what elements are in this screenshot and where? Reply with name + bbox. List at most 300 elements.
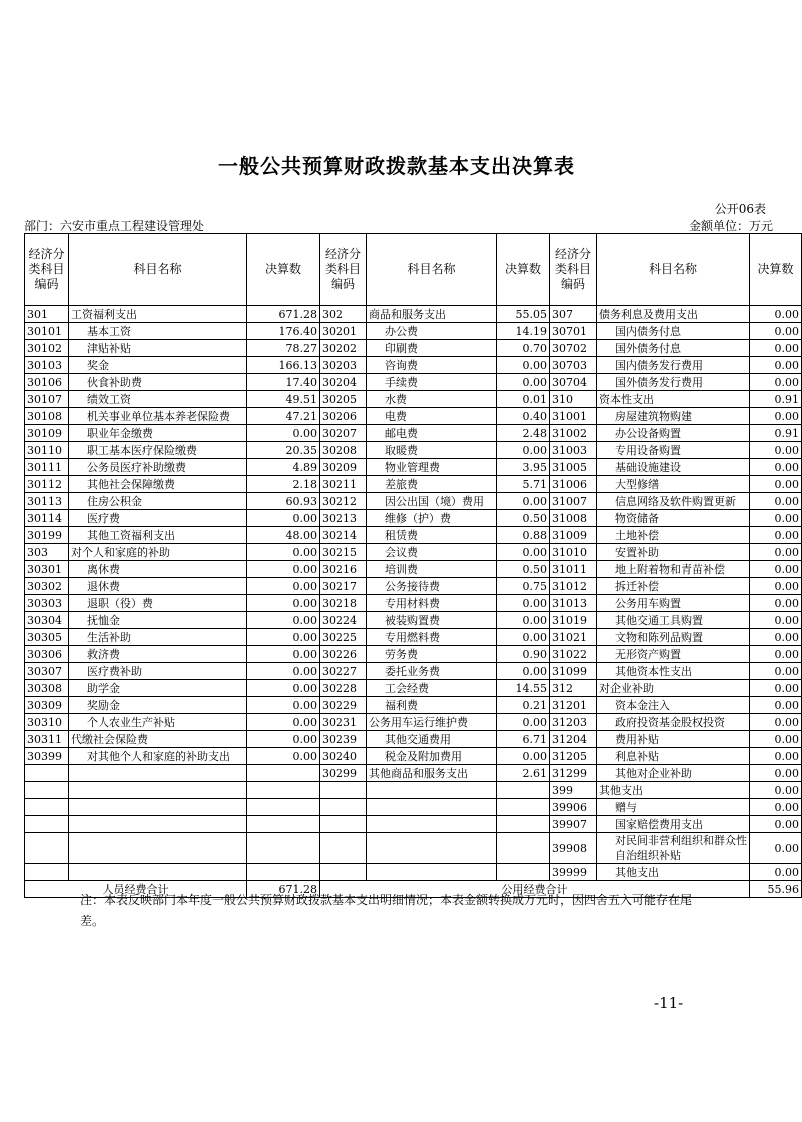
item-name-cell [69, 799, 247, 816]
code-cell: 303 [25, 544, 69, 561]
table-row [25, 357, 802, 374]
item-name-cell: 税金及附加费用 [367, 748, 497, 765]
code-cell: 31011 [550, 561, 597, 578]
amount-cell: 0.00 [497, 595, 550, 612]
table-row [25, 612, 802, 629]
code-cell: 30217 [320, 578, 367, 595]
item-name-cell: 其他资本性支出 [597, 663, 750, 680]
code-cell: 31013 [550, 595, 597, 612]
item-name-cell: 办公费 [367, 323, 497, 340]
code-cell: 30307 [25, 663, 69, 680]
code-cell: 31299 [550, 765, 597, 782]
code-cell: 30202 [320, 340, 367, 357]
amount-cell [247, 816, 320, 833]
item-name-cell [69, 816, 247, 833]
table-row [25, 323, 802, 340]
code-cell: 31099 [550, 663, 597, 680]
amount-cell: 0.40 [497, 408, 550, 425]
table-row [25, 765, 802, 782]
code-cell: 30311 [25, 731, 69, 748]
code-cell: 30399 [25, 748, 69, 765]
amount-cell [497, 833, 550, 864]
code-cell: 30107 [25, 391, 69, 408]
item-name-cell: 国家赔偿费用支出 [597, 816, 750, 833]
code-cell: 30302 [25, 578, 69, 595]
code-cell: 30106 [25, 374, 69, 391]
code-cell: 30206 [320, 408, 367, 425]
item-name-cell: 抚恤金 [69, 612, 247, 629]
code-cell: 31021 [550, 629, 597, 646]
item-name-cell: 工会经费 [367, 680, 497, 697]
code-cell: 30309 [25, 697, 69, 714]
code-cell: 312 [550, 680, 597, 697]
amount-cell: 0.00 [247, 595, 320, 612]
table-row [25, 782, 802, 799]
table-row [25, 714, 802, 731]
item-name-cell: 安置补助 [597, 544, 750, 561]
item-name-cell: 住房公积金 [69, 493, 247, 510]
table-row [25, 578, 802, 595]
item-name-cell: 伙食补助费 [69, 374, 247, 391]
item-name-cell: 水费 [367, 391, 497, 408]
code-cell [25, 799, 69, 816]
amount-cell: 2.61 [497, 765, 550, 782]
amount-cell: 5.71 [497, 476, 550, 493]
code-cell: 399 [550, 782, 597, 799]
code-cell: 30204 [320, 374, 367, 391]
amount-cell: 17.40 [247, 374, 320, 391]
code-cell [320, 864, 367, 881]
item-name-cell [367, 833, 497, 864]
amount-cell: 0.00 [750, 663, 802, 680]
code-cell: 30304 [25, 612, 69, 629]
item-name-cell: 咨询费 [367, 357, 497, 374]
item-name-cell: 基础设施建设 [597, 459, 750, 476]
expenditure-table [24, 233, 802, 898]
amount-cell: 0.50 [497, 561, 550, 578]
code-cell: 30213 [320, 510, 367, 527]
item-name-cell: 国内债务付息 [597, 323, 750, 340]
item-name-cell: 职工基本医疗保险缴费 [69, 442, 247, 459]
item-name-cell: 无形资产购置 [597, 646, 750, 663]
item-name-cell: 其他工资福利支出 [69, 527, 247, 544]
code-cell: 31008 [550, 510, 597, 527]
item-name-cell: 邮电费 [367, 425, 497, 442]
item-name-cell: 债务利息及费用支出 [597, 306, 750, 323]
item-name-cell: 专用材料费 [367, 595, 497, 612]
public-total-label: 公用经费合计 [320, 881, 750, 898]
amount-cell: 47.21 [247, 408, 320, 425]
code-cell: 30228 [320, 680, 367, 697]
amount-cell: 176.40 [247, 323, 320, 340]
amount-cell: 0.21 [497, 697, 550, 714]
code-cell: 30113 [25, 493, 69, 510]
amount-cell: 0.00 [497, 663, 550, 680]
table-row [25, 306, 802, 323]
code-cell: 30205 [320, 391, 367, 408]
item-name-cell [367, 799, 497, 816]
amount-cell: 0.00 [750, 765, 802, 782]
code-cell: 31001 [550, 408, 597, 425]
table-row [25, 476, 802, 493]
code-cell: 30199 [25, 527, 69, 544]
table-row [25, 748, 802, 765]
amount-cell: 0.00 [750, 561, 802, 578]
table-row [25, 561, 802, 578]
amount-cell [247, 833, 320, 864]
code-cell: 31006 [550, 476, 597, 493]
item-name-cell: 赠与 [597, 799, 750, 816]
amount-cell: 0.00 [750, 680, 802, 697]
amount-cell: 0.00 [750, 476, 802, 493]
code-cell: 30703 [550, 357, 597, 374]
amount-cell: 0.00 [497, 629, 550, 646]
code-cell [25, 782, 69, 799]
item-name-cell: 对企业补助 [597, 680, 750, 697]
item-name-cell: 委托业务费 [367, 663, 497, 680]
code-cell: 39907 [550, 816, 597, 833]
code-cell: 30226 [320, 646, 367, 663]
code-cell: 30216 [320, 561, 367, 578]
amount-cell: 2.18 [247, 476, 320, 493]
code-cell [320, 833, 367, 864]
code-cell: 31201 [550, 697, 597, 714]
item-name-cell: 物业管理费 [367, 459, 497, 476]
item-name-cell: 公务用车运行维护费 [367, 714, 497, 731]
amount-cell: 0.00 [750, 544, 802, 561]
amount-cell: 0.00 [247, 578, 320, 595]
code-cell: 30215 [320, 544, 367, 561]
item-name-cell: 物资储备 [597, 510, 750, 527]
code-cell: 302 [320, 306, 367, 323]
item-name-cell: 电费 [367, 408, 497, 425]
amount-cell: 0.00 [750, 578, 802, 595]
amount-cell: 0.00 [247, 697, 320, 714]
item-name-cell: 房屋建筑物购建 [597, 408, 750, 425]
item-name-cell: 地上附着物和青苗补偿 [597, 561, 750, 578]
item-name-cell: 生活补助 [69, 629, 247, 646]
amount-cell: 0.00 [750, 442, 802, 459]
amount-cell: 0.00 [750, 782, 802, 799]
item-name-cell: 商品和服务支出 [367, 306, 497, 323]
item-name-cell: 差旅费 [367, 476, 497, 493]
table-row [25, 340, 802, 357]
table-row [25, 833, 802, 864]
item-name-cell: 利息补贴 [597, 748, 750, 765]
amount-cell: 0.00 [497, 748, 550, 765]
item-name-cell: 因公出国（境）费用 [367, 493, 497, 510]
code-cell: 30102 [25, 340, 69, 357]
item-name-cell [367, 816, 497, 833]
amount-cell: 6.71 [497, 731, 550, 748]
amount-cell: 671.28 [247, 306, 320, 323]
code-cell: 30702 [550, 340, 597, 357]
code-cell: 31012 [550, 578, 597, 595]
item-name-cell: 取暖费 [367, 442, 497, 459]
code-cell: 30224 [320, 612, 367, 629]
amount-cell: 0.00 [750, 731, 802, 748]
amount-cell: 0.00 [247, 646, 320, 663]
item-name-cell: 医疗费 [69, 510, 247, 527]
item-name-cell [69, 833, 247, 864]
code-cell: 30112 [25, 476, 69, 493]
item-name-cell: 劳务费 [367, 646, 497, 663]
item-name-cell: 公务接待费 [367, 578, 497, 595]
item-name-cell: 代缴社会保险费 [69, 731, 247, 748]
item-name-cell: 其他对企业补助 [597, 765, 750, 782]
amount-cell: 0.00 [497, 714, 550, 731]
item-name-cell: 大型修缮 [597, 476, 750, 493]
amount-cell: 20.35 [247, 442, 320, 459]
amount-cell: 0.00 [247, 748, 320, 765]
amount-cell: 14.19 [497, 323, 550, 340]
amount-cell: 0.00 [247, 663, 320, 680]
item-name-cell: 津贴补贴 [69, 340, 247, 357]
code-cell [25, 765, 69, 782]
item-name-cell: 信息网络及软件购置更新 [597, 493, 750, 510]
code-cell: 30299 [320, 765, 367, 782]
item-name-cell: 奖金 [69, 357, 247, 374]
amount-cell: 2.48 [497, 425, 550, 442]
item-name-cell [367, 864, 497, 881]
item-name-cell: 机关事业单位基本养老保险费 [69, 408, 247, 425]
amount-cell: 0.00 [497, 442, 550, 459]
amount-cell: 0.00 [750, 799, 802, 816]
code-cell: 30308 [25, 680, 69, 697]
amount-cell [247, 782, 320, 799]
item-name-cell: 其他支出 [597, 782, 750, 799]
item-name-cell: 资本性支出 [597, 391, 750, 408]
amount-cell: 78.27 [247, 340, 320, 357]
item-name-cell: 奖励金 [69, 697, 247, 714]
item-name-cell: 对个人和家庭的补助 [69, 544, 247, 561]
amount-cell: 0.00 [247, 731, 320, 748]
code-cell: 30306 [25, 646, 69, 663]
table-row [25, 731, 802, 748]
item-name-cell: 费用补贴 [597, 731, 750, 748]
header-amount: 决算数 [750, 234, 802, 306]
amount-cell: 0.00 [247, 629, 320, 646]
item-name-cell: 印刷费 [367, 340, 497, 357]
code-cell: 39908 [550, 833, 597, 864]
code-cell: 30701 [550, 323, 597, 340]
table-header-row [25, 234, 802, 306]
item-name-cell: 医疗费补助 [69, 663, 247, 680]
item-name-cell: 其他交通工具购置 [597, 612, 750, 629]
amount-cell: 166.13 [247, 357, 320, 374]
form-number: 公开06表 [714, 202, 766, 216]
code-cell: 30305 [25, 629, 69, 646]
code-cell: 30704 [550, 374, 597, 391]
amount-cell: 0.00 [750, 527, 802, 544]
item-name-cell: 退休费 [69, 578, 247, 595]
footnote: 注：本表反映部门本年度一般公共预算财政拨款基本支出明细情况；本表金额转换成万元时，因四舍五入可能存在尾差。 [80, 893, 693, 928]
code-cell: 30203 [320, 357, 367, 374]
item-name-cell [69, 864, 247, 881]
code-cell: 30239 [320, 731, 367, 748]
amount-cell: 55.05 [497, 306, 550, 323]
item-name-cell: 其他商品和服务支出 [367, 765, 497, 782]
code-cell [25, 816, 69, 833]
code-cell: 30231 [320, 714, 367, 731]
table-row [25, 646, 802, 663]
amount-cell: 14.55 [497, 680, 550, 697]
item-name-cell: 办公设备购置 [597, 425, 750, 442]
amount-cell: 0.00 [750, 748, 802, 765]
code-cell: 30108 [25, 408, 69, 425]
item-name-cell: 其他支出 [597, 864, 750, 881]
item-name-cell: 土地补偿 [597, 527, 750, 544]
amount-cell: 0.75 [497, 578, 550, 595]
code-cell: 30214 [320, 527, 367, 544]
amount-cell: 0.00 [247, 714, 320, 731]
item-name-cell [367, 782, 497, 799]
department-label: 部门：六安市重点工程建设管理处 [24, 219, 205, 233]
public-total-amount: 55.96 [750, 881, 802, 898]
code-cell: 307 [550, 306, 597, 323]
code-cell: 30114 [25, 510, 69, 527]
code-cell [320, 816, 367, 833]
amount-cell [247, 864, 320, 881]
item-name-cell: 对其他个人和家庭的补助支出 [69, 748, 247, 765]
header-amount: 决算数 [497, 234, 550, 306]
table-row [25, 442, 802, 459]
header-code: 经济分类科目编码 [25, 234, 69, 306]
item-name-cell: 国内债务发行费用 [597, 357, 750, 374]
code-cell: 30109 [25, 425, 69, 442]
header-name: 科目名称 [597, 234, 750, 306]
amount-cell: 49.51 [247, 391, 320, 408]
header-code: 经济分类科目编码 [320, 234, 367, 306]
code-cell: 31205 [550, 748, 597, 765]
code-cell: 39999 [550, 864, 597, 881]
item-name-cell: 公务员医疗补助缴费 [69, 459, 247, 476]
item-name-cell: 国外债务付息 [597, 340, 750, 357]
amount-cell: 4.89 [247, 459, 320, 476]
item-name-cell: 租赁费 [367, 527, 497, 544]
header-name: 科目名称 [69, 234, 247, 306]
amount-cell [497, 799, 550, 816]
code-cell: 310 [550, 391, 597, 408]
amount-cell: 0.00 [497, 612, 550, 629]
amount-cell: 0.91 [750, 391, 802, 408]
page-title: 一般公共预算财政拨款基本支出决算表 [218, 154, 575, 178]
amount-cell [247, 799, 320, 816]
table-row [25, 816, 802, 833]
item-name-cell: 培训费 [367, 561, 497, 578]
amount-cell: 0.00 [750, 459, 802, 476]
amount-cell: 3.95 [497, 459, 550, 476]
amount-cell: 0.88 [497, 527, 550, 544]
amount-cell: 0.00 [497, 357, 550, 374]
header-name: 科目名称 [367, 234, 497, 306]
code-cell: 30240 [320, 748, 367, 765]
amount-cell: 0.00 [750, 612, 802, 629]
amount-cell: 0.90 [497, 646, 550, 663]
item-name-cell: 救济费 [69, 646, 247, 663]
amount-cell [497, 816, 550, 833]
code-cell [320, 782, 367, 799]
amount-cell [497, 864, 550, 881]
amount-cell: 0.00 [497, 374, 550, 391]
code-cell: 30111 [25, 459, 69, 476]
item-name-cell: 离休费 [69, 561, 247, 578]
item-name-cell: 专用燃料费 [367, 629, 497, 646]
table-row [25, 629, 802, 646]
table-row [25, 799, 802, 816]
code-cell: 30208 [320, 442, 367, 459]
item-name-cell: 其他交通费用 [367, 731, 497, 748]
item-name-cell: 个人农业生产补贴 [69, 714, 247, 731]
item-name-cell [69, 782, 247, 799]
code-cell: 31204 [550, 731, 597, 748]
code-cell: 30303 [25, 595, 69, 612]
amount-cell: 0.01 [497, 391, 550, 408]
code-cell: 30103 [25, 357, 69, 374]
amount-cell: 0.00 [497, 544, 550, 561]
amount-cell: 0.00 [497, 493, 550, 510]
amount-cell: 0.00 [247, 561, 320, 578]
amount-cell: 0.00 [247, 510, 320, 527]
code-cell [25, 864, 69, 881]
table-row [25, 374, 802, 391]
code-cell: 30207 [320, 425, 367, 442]
code-cell: 30110 [25, 442, 69, 459]
amount-cell: 60.93 [247, 493, 320, 510]
amount-cell: 0.00 [750, 493, 802, 510]
item-name-cell [69, 765, 247, 782]
code-cell: 30209 [320, 459, 367, 476]
code-cell [320, 799, 367, 816]
code-cell: 30310 [25, 714, 69, 731]
table-row [25, 493, 802, 510]
table-row [25, 425, 802, 442]
item-name-cell: 基本工资 [69, 323, 247, 340]
amount-cell: 0.00 [750, 306, 802, 323]
table-row [25, 459, 802, 476]
item-name-cell: 职业年金缴费 [69, 425, 247, 442]
amount-cell: 0.00 [750, 374, 802, 391]
amount-cell: 48.00 [247, 527, 320, 544]
table-row [25, 697, 802, 714]
item-name-cell: 拆迁补偿 [597, 578, 750, 595]
code-cell: 30101 [25, 323, 69, 340]
header-code: 经济分类科目编码 [550, 234, 597, 306]
amount-cell: 0.00 [750, 697, 802, 714]
table-row [25, 864, 802, 881]
item-name-cell: 文物和陈列品购置 [597, 629, 750, 646]
code-cell: 30212 [320, 493, 367, 510]
amount-cell: 0.00 [247, 425, 320, 442]
item-name-cell: 专用设备购置 [597, 442, 750, 459]
table-row [25, 527, 802, 544]
code-cell: 31203 [550, 714, 597, 731]
code-cell: 31007 [550, 493, 597, 510]
code-cell: 31003 [550, 442, 597, 459]
code-cell: 31009 [550, 527, 597, 544]
code-cell: 39906 [550, 799, 597, 816]
table-row [25, 595, 802, 612]
code-cell: 30227 [320, 663, 367, 680]
item-name-cell: 其他社会保障缴费 [69, 476, 247, 493]
amount-cell: 0.00 [247, 612, 320, 629]
table-row [25, 663, 802, 680]
header-amount: 决算数 [247, 234, 320, 306]
code-cell: 301 [25, 306, 69, 323]
item-name-cell: 公务用车购置 [597, 595, 750, 612]
code-cell: 30201 [320, 323, 367, 340]
item-name-cell: 绩效工资 [69, 391, 247, 408]
